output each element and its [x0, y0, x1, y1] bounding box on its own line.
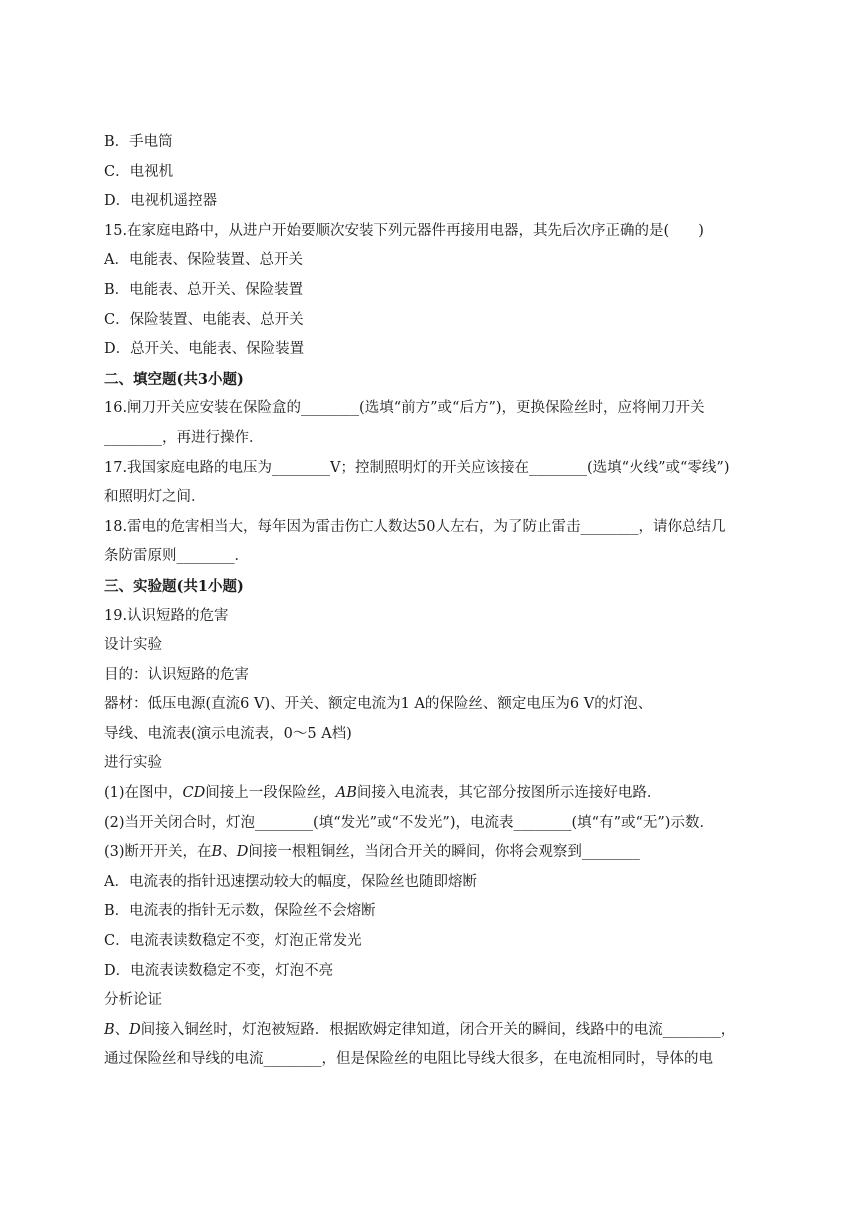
analysis-line-2: 通过保险丝和导线的电流________，但是保险丝的电阻比导线大很多，在电流相同时，导体的电 — [104, 1051, 713, 1068]
q19-option-b: B．电流表的指针无示数，保险丝不会熔断 — [104, 903, 376, 920]
step-3-part-2: 间接一根粗铜丝，当闭合开关的瞬间，你将会观察到________ — [248, 844, 640, 861]
section-experiment-heading: 三、实验题(共1小题) — [104, 577, 244, 595]
step-3-part-1: (3)断开开关，在 — [104, 844, 212, 861]
label-ab: AB — [335, 785, 357, 802]
q19-option-d: D．电流表读数稳定不变，灯泡不亮 — [104, 962, 334, 979]
step-1-part-1: (1)在图中， — [104, 785, 183, 802]
option-c-television: C．电视机 — [104, 163, 174, 180]
design-experiment-label: 设计实验 — [104, 637, 162, 654]
label-d-2: D — [129, 1021, 141, 1038]
analysis-sep: 、 — [114, 1021, 130, 1038]
label-b: B — [211, 844, 223, 861]
materials-line-1: 器材：低压电源(直流6 V)、开关、额定电流为1 A的保险丝、额定电压为6 V的灯泡、 — [104, 696, 653, 713]
purpose-line: 目的：认识短路的危害 — [104, 666, 249, 683]
q15-option-d: D．总开关、电能表、保险装置 — [104, 341, 305, 358]
analysis-line-1-text: 间接入铜丝时，灯泡被短路．根据欧姆定律知道，闭合开关的瞬间，线路中的电流________， — [140, 1021, 736, 1038]
step-2: (2)当开关闭合时，灯泡________(填“发光”或“不发光”)，电流表________(填“有”或“无”)示数． — [104, 814, 714, 831]
question-15: 15.在家庭电路中，从进户开始要顺次安装下列元器件再接用电器，其先后次序正确的是( ) — [104, 222, 704, 239]
question-19-title: 19.认识短路的危害 — [104, 607, 229, 624]
step-3-sep: 、 — [222, 844, 237, 861]
question-17-line-2: 和照明灯之间． — [104, 489, 206, 506]
option-d-remote: D．电视机遥控器 — [104, 193, 218, 210]
label-d: D — [236, 844, 249, 861]
conduct-experiment-label: 进行实验 — [104, 755, 162, 772]
question-18-line-2: 条防雷原则________． — [104, 548, 249, 565]
q19-option-a: A．电流表的指针迅速摆动较大的幅度，保险丝也随即熔断 — [104, 873, 477, 890]
step-1-part-2: 间接上一段保险丝， — [205, 785, 336, 802]
question-17-line-1: 17.我国家庭电路的电压为________V；控制照明灯的开关应该接在________(选填“火线”或“零线”) — [104, 459, 730, 476]
q15-option-c: C．保险装置、电能表、总开关 — [104, 311, 304, 328]
q15-option-b: B．电能表、总开关、保险装置 — [104, 281, 304, 298]
label-cd: CD — [182, 785, 206, 802]
materials-line-2: 导线、电流表(演示电流表，0～5 A档) — [104, 725, 352, 742]
q19-option-c: C．电流表读数稳定不变，灯泡正常发光 — [104, 933, 362, 950]
q15-option-a: A．电能表、保险装置、总开关 — [104, 252, 303, 269]
analysis-line-1 — [104, 1016, 764, 1046]
step-1-part-3: 间接入电流表，其它部分按图所示连接好电路． — [356, 785, 662, 802]
question-18-line-1: 18.雷电的危害相当大，每年因为雷击伤亡人数达50人左右，为了防止雷击________，请你总结几 — [104, 518, 726, 535]
section-fill-in-heading: 二、填空题(共3小题) — [104, 370, 244, 388]
step-1 — [104, 779, 764, 809]
step-3 — [104, 838, 764, 868]
document-page — [104, 128, 764, 1075]
analysis-label: 分析论证 — [104, 992, 162, 1009]
question-16-line-1: 16.闸刀开关应安装在保险盒的________(选填“前方”或“后方”)，更换保险丝时，应将闸刀开关 — [104, 400, 705, 417]
question-16-line-2: ________，再进行操作． — [104, 429, 264, 446]
label-b-2: B — [104, 1021, 115, 1038]
option-b-flashlight: B．手电筒 — [104, 134, 173, 150]
